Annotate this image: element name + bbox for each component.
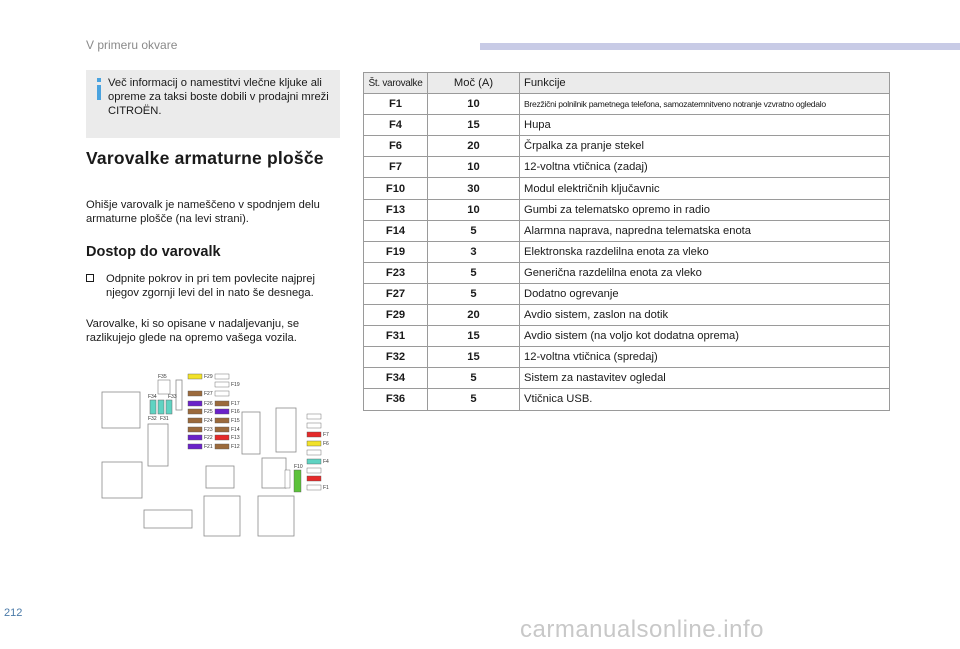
label-f33: F33 [168, 394, 177, 400]
fuse-id: F29 [364, 305, 428, 326]
page-number: 212 [4, 607, 23, 619]
table-row [364, 389, 890, 410]
label-f24: F24 [204, 418, 213, 424]
table-row [364, 241, 890, 262]
label-f26: F26 [204, 401, 213, 407]
fuse-function: Brezžični polnilnik pametnega telefona, samozatemnitveno notranje vzvratno ogledalo [520, 94, 890, 115]
fuse-amperage: 15 [428, 347, 520, 368]
label-f13: F13 [231, 435, 240, 441]
fuse-function: Avdio sistem, zaslon na dotik [520, 305, 890, 326]
info-icon [94, 78, 104, 100]
fuse-id: F19 [364, 241, 428, 262]
access-heading: Dostop do varovalk [86, 244, 221, 260]
fuse-id: F27 [364, 283, 428, 304]
table-row [364, 94, 890, 115]
table-row [364, 199, 890, 220]
fuse-amperage: 10 [428, 199, 520, 220]
fuse-amperage: 15 [428, 115, 520, 136]
fuse-function: Sistem za nastavitev ogledal [520, 368, 890, 389]
table-row [364, 368, 890, 389]
fuse-id: F32 [364, 347, 428, 368]
label-f14: F14 [231, 427, 240, 433]
info-box [86, 70, 340, 138]
label-f29: F29 [204, 374, 213, 380]
label-f21: F21 [204, 444, 213, 450]
label-f23: F23 [204, 427, 213, 433]
access-step [86, 272, 346, 300]
fuse-amperage: 5 [428, 262, 520, 283]
fuse-amperage: 5 [428, 220, 520, 241]
fuse-amperage: 5 [428, 389, 520, 410]
fuse-amperage: 10 [428, 94, 520, 115]
fuse-function: Dodatno ogrevanje [520, 283, 890, 304]
label-f31: F31 [160, 416, 169, 422]
fuse-function: Generična razdelilna enota za vleko [520, 262, 890, 283]
watermark: carmanualsonline.info [520, 616, 764, 643]
table-row [364, 178, 890, 199]
fuse-id: F10 [364, 178, 428, 199]
fuse-id: F31 [364, 326, 428, 347]
label-f17: F17 [231, 401, 240, 407]
fuse-id: F4 [364, 115, 428, 136]
fuse-amperage: 10 [428, 157, 520, 178]
label-f7: F7 [323, 432, 329, 438]
fuse-id: F34 [364, 368, 428, 389]
fuse-id: F14 [364, 220, 428, 241]
fuse-id: F6 [364, 136, 428, 157]
fuse-id: F1 [364, 94, 428, 115]
table-row [364, 262, 890, 283]
fuse-amperage: 20 [428, 136, 520, 157]
fuse-amperage: 5 [428, 283, 520, 304]
fuse-function: Hupa [520, 115, 890, 136]
fuse-id: F36 [364, 389, 428, 410]
label-f22: F22 [204, 435, 213, 441]
table-row [364, 326, 890, 347]
fuse-function: Alarmna naprava, napredna telematska enota [520, 220, 890, 241]
table-row [364, 157, 890, 178]
header-bar [480, 43, 960, 50]
label-f15: F15 [231, 418, 240, 424]
table-row [364, 220, 890, 241]
fuse-amperage: 3 [428, 241, 520, 262]
fuse-id: F13 [364, 199, 428, 220]
access-note: Varovalke, ki so opisane v nadaljevanju, se razlikujejo glede na opremo vašega vozila. [86, 318, 300, 344]
section-header: V primeru okvare [86, 38, 178, 52]
header-functions: Funkcije [520, 73, 890, 94]
table-header-row [364, 73, 890, 94]
fuse-function: Elektronska razdelilna enota za vleko [520, 241, 890, 262]
header-fuse-number: Št. varovalke [364, 73, 428, 94]
label-f34: F34 [148, 394, 157, 400]
table-row [364, 136, 890, 157]
fuse-box-diagram [96, 362, 346, 542]
fuse-function: Gumbi za telematsko opremo in radio [520, 199, 890, 220]
intro-paragraph: Ohišje varovalk je nameščeno v spodnjem delu armaturne plošče (na levi strani). [86, 199, 320, 225]
fuse-function: 12-voltna vtičnica (spredaj) [520, 347, 890, 368]
fuse-amperage: 15 [428, 326, 520, 347]
fuse-amperage: 30 [428, 178, 520, 199]
fuse-function: Črpalka za pranje stekel [520, 136, 890, 157]
label-f12: F12 [231, 444, 240, 450]
label-f16: F16 [231, 409, 240, 415]
page-title: Varovalke armaturne plošče [86, 148, 324, 168]
label-f10: F10 [294, 464, 303, 470]
checkbox-bullet-icon [86, 274, 94, 282]
fuse-function: Avdio sistem (na voljo kot dodatna oprema) [520, 326, 890, 347]
fuse-table [363, 72, 890, 411]
label-f1: F1 [323, 485, 329, 491]
fuse-function: Modul električnih ključavnic [520, 178, 890, 199]
table-row [364, 347, 890, 368]
fuse-amperage: 5 [428, 368, 520, 389]
fuse-function: Vtičnica USB. [520, 389, 890, 410]
label-f25: F25 [204, 409, 213, 415]
fuse-id: F23 [364, 262, 428, 283]
table-row [364, 283, 890, 304]
info-box-text: Več informacij o namestitvi vlečne kljuke ali opreme za taksi boste dobili v prodajni mreži CITROËN. [108, 77, 329, 117]
table-row [364, 115, 890, 136]
fuse-amperage: 20 [428, 305, 520, 326]
label-f6: F6 [323, 441, 329, 447]
header-amperage: Moč (A) [428, 73, 520, 94]
label-f19: F19 [231, 382, 240, 388]
fuse-function: 12-voltna vtičnica (zadaj) [520, 157, 890, 178]
label-f35: F35 [158, 374, 167, 380]
label-f27: F27 [204, 391, 213, 397]
fuse-id: F7 [364, 157, 428, 178]
access-step-text: Odpnite pokrov in pri tem povlecite najprej njegov zgornji levi del in nato še desnega. [106, 273, 315, 299]
label-f32: F32 [148, 416, 157, 422]
label-f4: F4 [323, 459, 329, 465]
table-row [364, 305, 890, 326]
